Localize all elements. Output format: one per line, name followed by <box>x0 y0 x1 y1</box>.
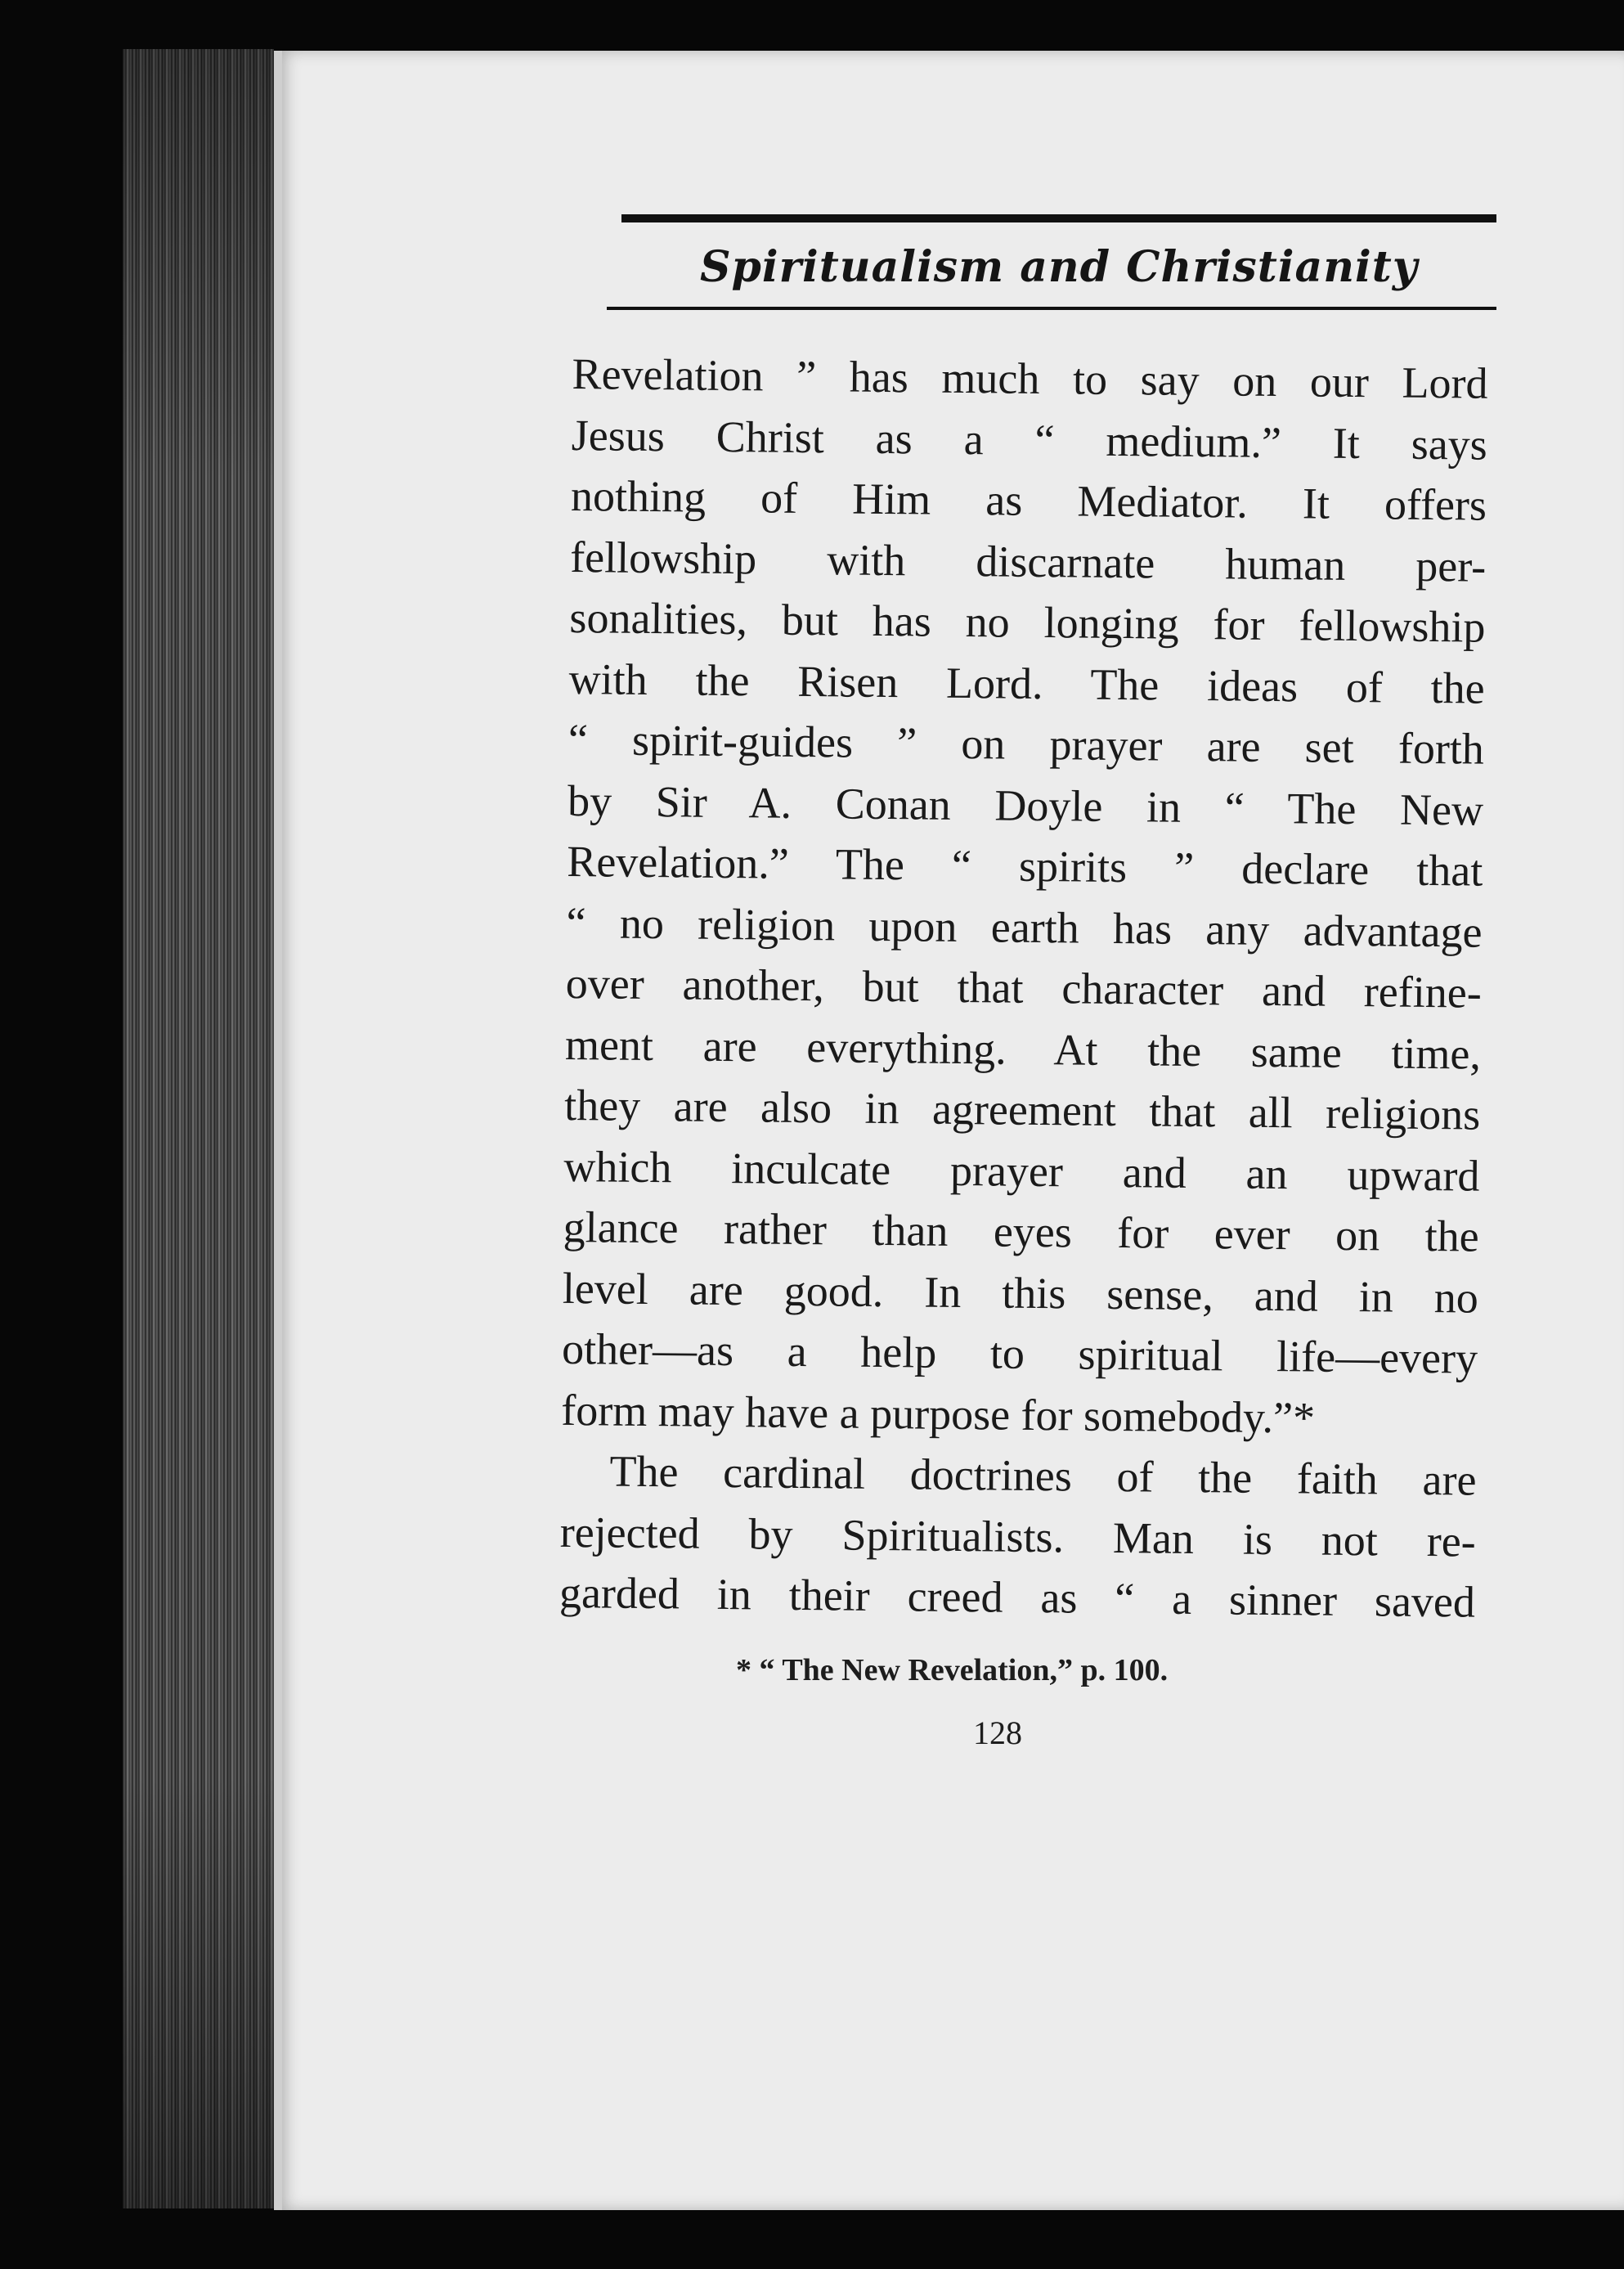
text-line: garded in their creed as “ a sinner saved <box>559 1567 1476 1627</box>
text-line: form may have a purpose for somebody.”* <box>561 1385 1316 1443</box>
text-line: The cardinal doctrines of the faith are <box>609 1446 1477 1505</box>
footnote: * “ The New Revelation,” p. 100. <box>736 1653 1169 1687</box>
text-line: Revelation ” has much to say on our Lord <box>572 348 1488 408</box>
header-top-rule <box>621 214 1496 222</box>
page-number: 128 <box>973 1714 1022 1751</box>
text-line: over another, but that character and refine- <box>565 958 1483 1018</box>
text-line: nothing of Him as Mediator. It offers <box>570 470 1487 530</box>
text-line: “ spirit-guides ” on prayer are set forth <box>568 714 1485 774</box>
text-line: ment are everything. At the same time, <box>564 1019 1482 1079</box>
running-head: Spiritualism and Christianity <box>699 242 1419 292</box>
text-line: with the Risen Lord. The ideas of the <box>568 654 1485 713</box>
page-gutter-edge <box>274 51 282 2210</box>
text-line: fellowship with discarnate human per- <box>569 532 1487 591</box>
body-text <box>559 344 1488 1633</box>
text-line: other—as a help to spiritual life—every <box>561 1323 1478 1383</box>
text-line: Jesus Christ as a “ medium.” It says <box>571 410 1488 470</box>
header-bottom-rule <box>607 307 1496 310</box>
text-line: glance rather than eyes for ever on the <box>563 1202 1479 1261</box>
text-line: “ no religion upon earth has any advantage <box>566 897 1483 957</box>
text-line: level are good. In this sense, and in no <box>562 1263 1479 1323</box>
book-page-edges <box>123 49 274 2208</box>
text-line: which inculcate prayer and an upward <box>563 1141 1480 1201</box>
text-line: they are also in agreement that all religions <box>563 1080 1481 1139</box>
page-header <box>621 214 1496 310</box>
text-line: rejected by Spiritualists. Man is not re- <box>559 1507 1477 1566</box>
text-line: sonalities, but has no longing for fellowship <box>569 592 1486 652</box>
text-line: Revelation.” The “ spirits ” declare that <box>567 836 1483 896</box>
text-line: by Sir A. Conan Doyle in “ The New <box>567 775 1484 835</box>
